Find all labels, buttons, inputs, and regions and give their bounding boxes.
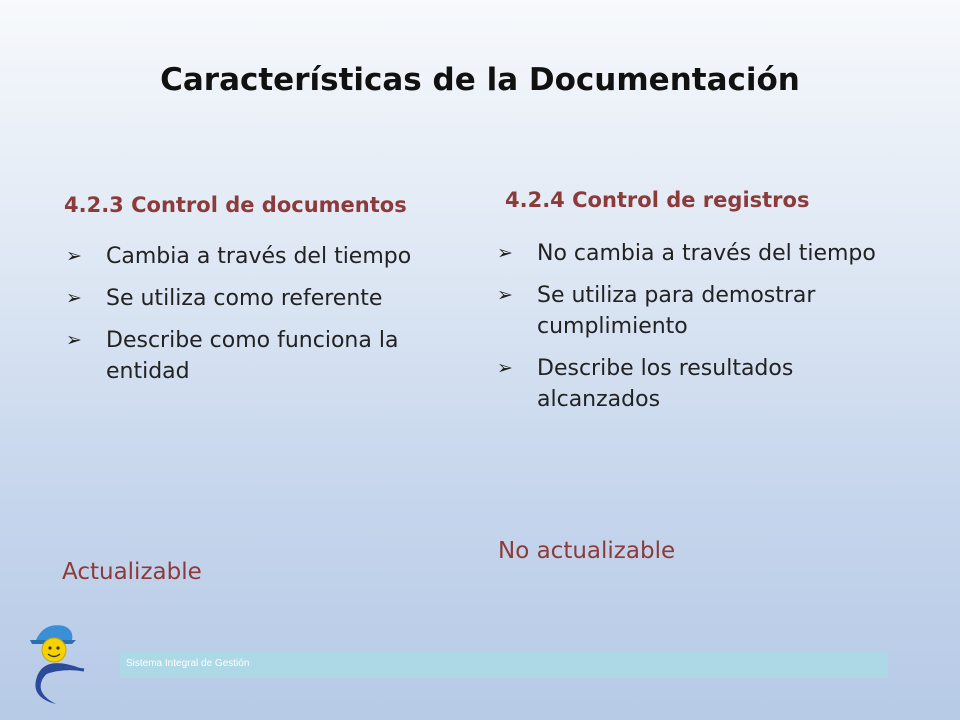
mascot-logo-icon (22, 618, 92, 708)
list-item-text: Se utiliza como referente (106, 286, 383, 311)
arrow-bullet-icon: ➢ (497, 357, 513, 379)
arrow-bullet-icon: ➢ (66, 329, 82, 351)
arrow-bullet-icon: ➢ (66, 245, 82, 267)
footer-bar (120, 652, 888, 678)
right-column-heading: 4.2.4 Control de registros (505, 188, 810, 212)
left-status-label: Actualizable (62, 559, 202, 585)
list-item-text: No cambia a través del tiempo (537, 241, 876, 266)
list-item (66, 283, 476, 314)
list-item-text: Cambia a través del tiempo (106, 244, 412, 269)
footer-text: Sistema Integral de Gestión (126, 658, 250, 669)
left-column-heading: 4.2.3 Control de documentos (64, 193, 407, 217)
right-bullet-list (497, 238, 897, 426)
list-item-text: Describe como funciona la entidad (106, 328, 399, 384)
arrow-bullet-icon: ➢ (66, 287, 82, 309)
list-item (497, 280, 897, 342)
list-item (66, 325, 476, 387)
right-status-label: No actualizable (498, 538, 676, 564)
arrow-bullet-icon: ➢ (497, 242, 513, 264)
arrow-bullet-icon: ➢ (497, 284, 513, 306)
list-item-text: Describe los resultados alcanzados (537, 356, 794, 412)
list-item-text: Se utiliza para demostrar cumplimiento (537, 283, 816, 339)
list-item (497, 238, 897, 269)
list-item (66, 241, 476, 272)
left-bullet-list (66, 241, 476, 398)
list-item (497, 353, 897, 415)
slide-title: Características de la Documentación (160, 62, 800, 98)
